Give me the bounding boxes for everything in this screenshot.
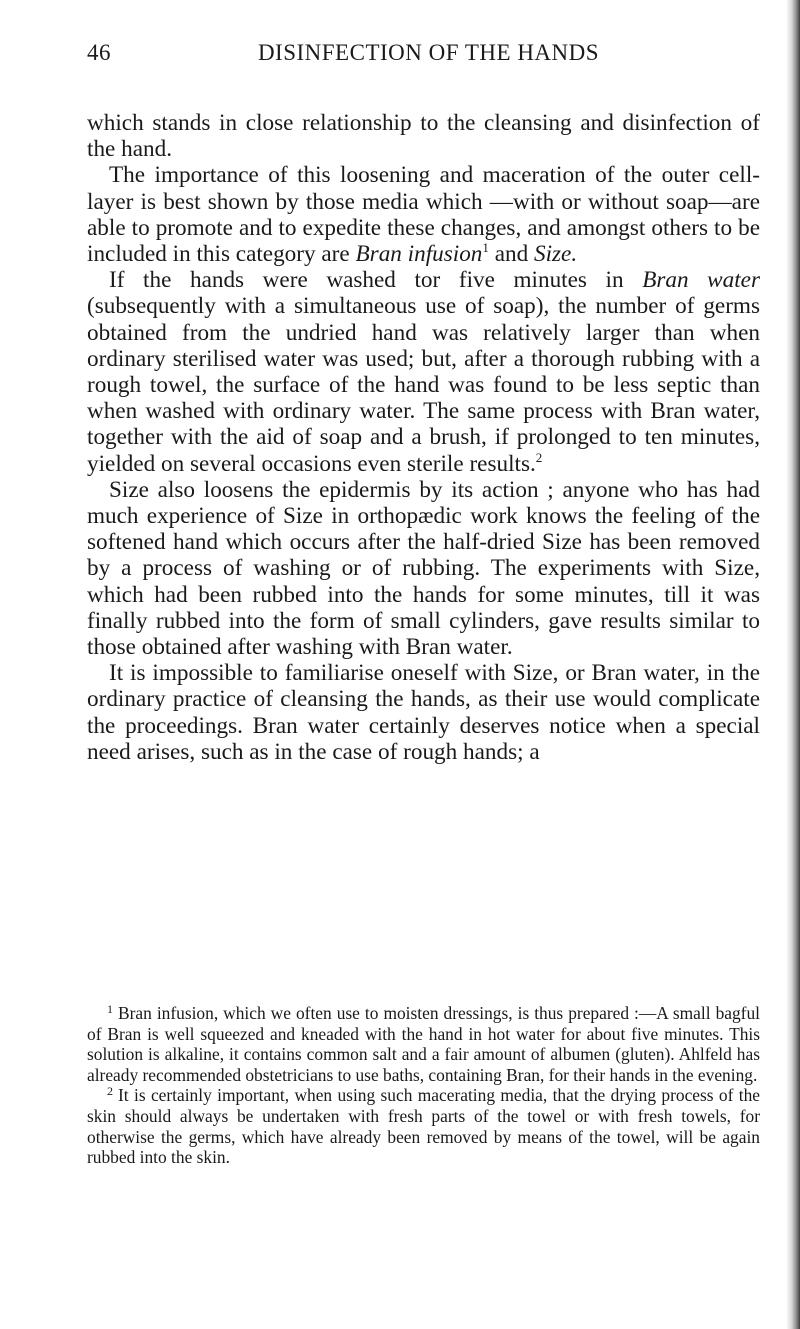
page-header xyxy=(87,40,760,80)
footnote-ref-1: 1 xyxy=(482,240,489,256)
paragraph-text: The importance of this loosening and maceration of the outer cell-layer is best shown by those media which —with or without soap—are able to promote and to expedite these changes, and amongst others to be included in this category are xyxy=(87,162,760,268)
paragraph-text: If the hands were washed tor five minutes in xyxy=(109,267,643,294)
paragraph-size: Size also loosens the epidermis by its action ; anyone who has had much experience of Size in orthopædic work knows the feeling of the softened hand which occurs after the half-dried Size has been removed by a process of washing or of rubbing. The experiments with Size, which had been rubbed into the hands for some minutes, till it was finally rubbed into the form of small cylinders, gave results similar to those obtained after washing with Bran water. xyxy=(87,476,760,661)
footnote-2 xyxy=(87,1085,760,1167)
page-number: 46 xyxy=(87,40,111,65)
footnote-mark: 1 xyxy=(107,1002,113,1016)
emphasis-bran-infusion: Bran infusion xyxy=(355,241,483,268)
paragraph-continuation: which stands in close relationship to the cleansing and disinfection of the hand. xyxy=(87,110,760,163)
page-edge-shadow xyxy=(786,0,800,1329)
body-text xyxy=(87,110,760,765)
footnote-text: Bran infusion, which we often use to moisten dressings, is thus prepared :—A small bagful of Bran is well squeezed and kneaded with the hand in hot water for about five minutes. This solution is alkaline, it contains common salt and a fair amount of albumen (gluten). Ahlfeld has already recommended obstetricians to use baths, containing Bran, for their hands in the evening. xyxy=(87,1003,760,1085)
emphasis-size: Size. xyxy=(533,241,578,268)
footnote-ref-2: 2 xyxy=(535,449,543,465)
footnote-text: It is certainly important, when using such macerating media, that the drying process of the skin should always be undertaken with fresh parts of the towel or with fresh towels, for otherwise the germs, which have already been removed by means of the towel, will be again rubbed into the skin. xyxy=(87,1085,760,1168)
footnote-1 xyxy=(87,1003,760,1085)
footnotes xyxy=(87,1003,760,1168)
emphasis-bran-water: Bran water xyxy=(642,267,760,294)
running-head: DISINFECTION OF THE HANDS xyxy=(257,40,600,65)
footnote-mark: 2 xyxy=(107,1084,113,1099)
paragraph-practice: It is impossible to familiarise oneself with Size, or Bran water, in the ordinary practice of cleansing the hands, as their use would complicate the proceedings. Bran water certainly deserves notice when a special need arises, such as in the case of rough hands; a xyxy=(87,660,760,765)
paragraph-maceration xyxy=(87,162,760,267)
paragraph-bran-water xyxy=(87,267,760,477)
paragraph-text: (subsequently with a simultaneous use of soap), the number of germs obtained from the undried hand was relatively larger than when ordinary sterilised water was used; but, after a thorough rubbing with a rough towel, the surface of the hand was found to be less septic than when washed with ordinary water. The same process with Bran water, together with the aid of soap and a brush, if prolonged to ten minutes, yielded on several occasions even sterile results. xyxy=(87,293,760,477)
paragraph-text: and xyxy=(488,241,534,268)
